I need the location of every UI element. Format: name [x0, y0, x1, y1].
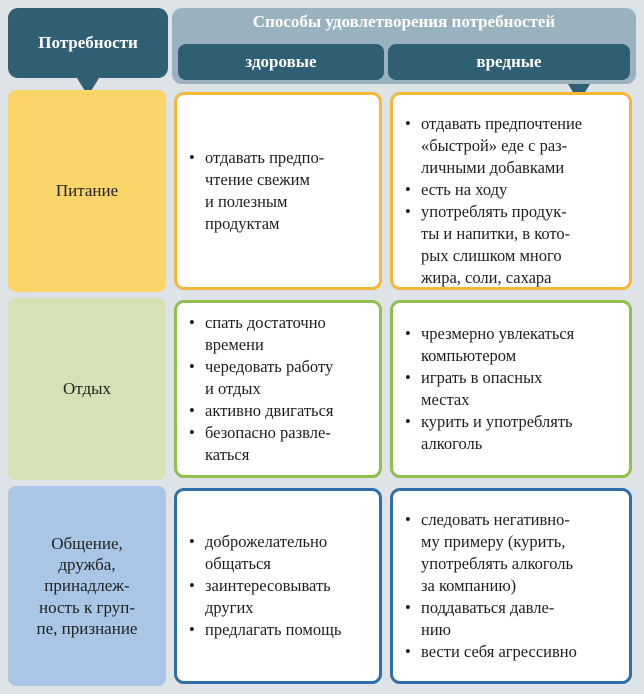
item-line: компьютером	[421, 346, 517, 365]
item-line: и полезным	[205, 192, 288, 211]
item-line: других	[205, 598, 254, 617]
category-rest	[8, 298, 166, 480]
list-item	[187, 400, 369, 422]
header-healthy-label: здоровые	[245, 52, 317, 71]
list-item	[403, 323, 619, 367]
harmful-cell-social	[390, 488, 632, 684]
item-line: • чередовать работу	[205, 357, 334, 376]
list-item	[187, 356, 369, 400]
category-line: принадлеж-	[44, 576, 130, 596]
item-line: • вести себя агрессивно	[421, 642, 577, 661]
item-line: • поддаваться давле-	[421, 598, 555, 617]
list-item	[403, 597, 619, 641]
healthy-cell-rest	[174, 300, 382, 478]
category-label	[63, 378, 111, 399]
category-line: Отдых	[62, 379, 112, 399]
harmful-cell-nutrition	[390, 92, 632, 290]
list-item	[187, 531, 369, 575]
item-line: времени	[205, 335, 264, 354]
category-line: пе, признание	[36, 618, 138, 638]
item-line: • играть в опасных	[421, 368, 543, 387]
item-line: • есть на ходу	[421, 180, 508, 199]
list-item	[403, 509, 619, 597]
item-line: ты и напитки, в кото-	[421, 224, 571, 243]
item-line: «быстрой» еде с раз-	[421, 136, 568, 155]
item-line: • доброжелательно	[205, 532, 328, 551]
healthy-cell-nutrition	[174, 92, 382, 290]
category-social	[8, 486, 166, 686]
category-line: Общение,	[51, 533, 123, 553]
header-harmful-label: вредные	[476, 52, 542, 71]
item-line: • употреблять продук-	[421, 202, 567, 221]
category-line: ность к груп-	[38, 597, 135, 617]
item-line: и отдых	[205, 379, 261, 398]
item-line: • следовать негативно-	[421, 510, 570, 529]
list-item	[403, 641, 619, 663]
item-line: местах	[421, 390, 470, 409]
item-line: • безопасно развле-	[205, 423, 331, 442]
list-item	[403, 201, 619, 289]
list-item	[403, 411, 619, 455]
list-item	[187, 619, 369, 641]
harmful-cell-rest	[390, 300, 632, 478]
item-line: личными добавками	[421, 158, 565, 177]
item-line: му примеру (курить,	[421, 532, 566, 551]
item-line: каться	[205, 445, 250, 464]
header-ways-title: Способы удовлетворения потребностей	[252, 12, 556, 31]
item-line: рых слишком много	[421, 246, 562, 265]
item-line: общаться	[205, 554, 271, 573]
item-line: • отдавать предпо-	[205, 148, 325, 167]
item-line: • предлагать помощь	[205, 620, 342, 639]
list-item	[403, 179, 619, 201]
category-line: Питание	[55, 181, 119, 201]
item-line: • активно двигаться	[205, 401, 334, 420]
item-line: нию	[421, 620, 451, 639]
item-line: алкоголь	[421, 434, 483, 453]
list-item	[187, 422, 369, 466]
item-line: • курить и употреблять	[421, 412, 573, 431]
item-line: • отдавать предпочтение	[421, 114, 583, 133]
category-label	[37, 533, 138, 639]
item-line: • заинтересовывать	[205, 576, 331, 595]
header-harmful	[388, 44, 630, 80]
category-nutrition	[8, 90, 166, 292]
item-line: употреблять алкоголь	[421, 554, 574, 573]
list-item	[403, 113, 619, 179]
item-line: • спать достаточно	[205, 313, 326, 332]
item-line: продуктам	[205, 214, 280, 233]
item-line: жира, соли, сахара	[421, 268, 552, 287]
header-healthy	[178, 44, 384, 80]
item-line: чтение свежим	[205, 170, 310, 189]
list-item	[187, 575, 369, 619]
header-needs-label: Потребности	[38, 33, 138, 52]
item-line: за компанию)	[421, 576, 517, 595]
category-line: дружба,	[58, 555, 116, 575]
list-item	[403, 367, 619, 411]
category-label	[56, 180, 118, 201]
header-needs	[8, 8, 168, 78]
list-item	[187, 312, 369, 356]
header-ways	[172, 8, 636, 84]
healthy-cell-social	[174, 488, 382, 684]
item-line: • чрезмерно увлекаться	[421, 324, 575, 343]
list-item	[187, 147, 369, 235]
